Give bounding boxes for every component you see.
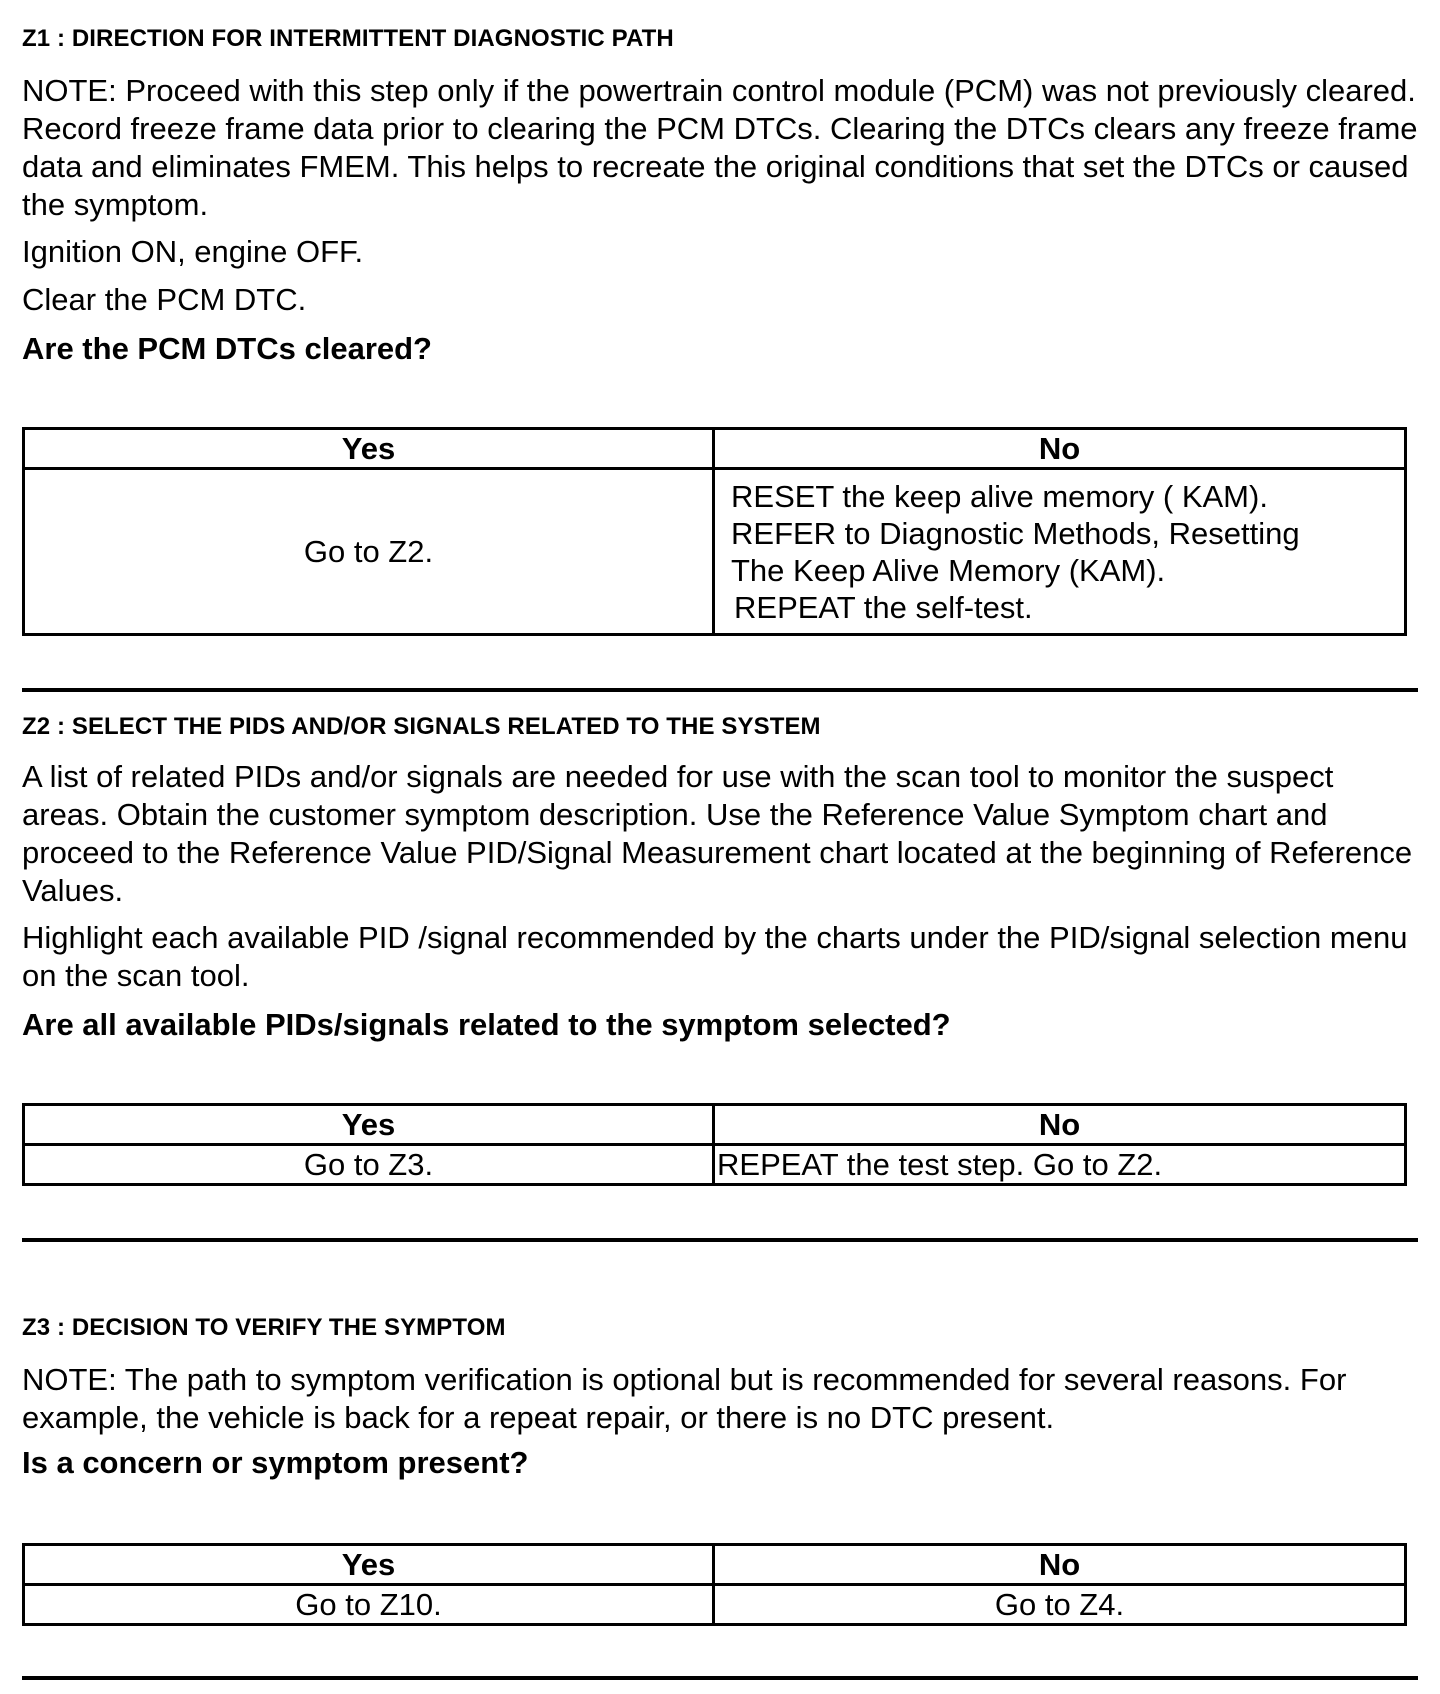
z1-ignition-step: Ignition ON, engine OFF. bbox=[22, 234, 364, 269]
z3-yes-header: Yes bbox=[24, 1545, 714, 1585]
z2-yes-cell: Go to Z3. bbox=[24, 1145, 714, 1185]
z1-no-line: The Keep Alive Memory (KAM). bbox=[731, 552, 1166, 588]
z1-question: Are the PCM DTCs cleared? bbox=[22, 331, 432, 366]
z2-no-header: No bbox=[714, 1105, 1406, 1145]
z1-no-cell bbox=[714, 469, 1406, 635]
z3-no-cell: Go to Z4. bbox=[714, 1585, 1406, 1625]
z1-yes-cell: Go to Z2. bbox=[24, 469, 714, 635]
z3-yes-cell: Go to Z10. bbox=[24, 1585, 714, 1625]
z2-no-cell: REPEAT the test step. Go to Z2. bbox=[714, 1145, 1406, 1185]
z1-no-line: REPEAT the self-test. bbox=[734, 589, 1033, 625]
z1-no-header: No bbox=[714, 429, 1406, 469]
z3-heading: Z3 : DECISION TO VERIFY THE SYMPTOM bbox=[22, 1314, 506, 1341]
z1-no-line: RESET the keep alive memory ( KAM). bbox=[731, 478, 1268, 514]
z2-yes-header: Yes bbox=[24, 1105, 714, 1145]
z3-note: NOTE: The path to symptom verification is optional but is recommended for several reasons. For example, the vehicle is back for a repeat repair, or there is no DTC present. bbox=[22, 1362, 1347, 1435]
z1-no-line: REFER to Diagnostic Methods, Resetting bbox=[731, 515, 1300, 551]
z1-note: NOTE: Proceed with this step only if the powertrain control module (PCM) was not previously cleared. Record freeze frame data prior to clearing the PCM DTCs. Clearing the DTCs clears any freeze frame data and eliminates FMEM. This helps to recreate the original conditions that set the DTCs or caused the symptom. bbox=[22, 73, 1418, 222]
z3-answer-table bbox=[22, 1543, 1407, 1626]
section-divider bbox=[22, 688, 1418, 692]
z2-description: A list of related PIDs and/or signals are needed for use with the scan tool to monitor the suspect areas. Obtain the customer symptom description. Use the Reference Value Symptom chart and proceed to the Reference Value PID/Signal Measurement chart located at the beginning of Reference Values. bbox=[22, 759, 1413, 908]
z2-answer-table bbox=[22, 1103, 1407, 1186]
z1-yes-header: Yes bbox=[24, 429, 714, 469]
z1-answer-table bbox=[22, 427, 1407, 636]
z3-no-header: No bbox=[714, 1545, 1406, 1585]
z1-heading: Z1 : DIRECTION FOR INTERMITTENT DIAGNOSTIC PATH bbox=[22, 25, 674, 52]
section-divider bbox=[22, 1676, 1418, 1680]
z2-heading: Z2 : SELECT THE PIDS AND/OR SIGNALS RELATED TO THE SYSTEM bbox=[22, 713, 821, 740]
z1-section bbox=[22, 24, 674, 54]
z2-highlight-step: Highlight each available PID /signal recommended by the charts under the PID/signal selection menu on the scan tool. bbox=[22, 920, 1408, 993]
section-divider bbox=[22, 1238, 1418, 1242]
z2-question: Are all available PIDs/signals related to the symptom selected? bbox=[22, 1007, 951, 1042]
z3-question: Is a concern or symptom present? bbox=[22, 1445, 529, 1480]
z1-clear-step: Clear the PCM DTC. bbox=[22, 282, 307, 317]
